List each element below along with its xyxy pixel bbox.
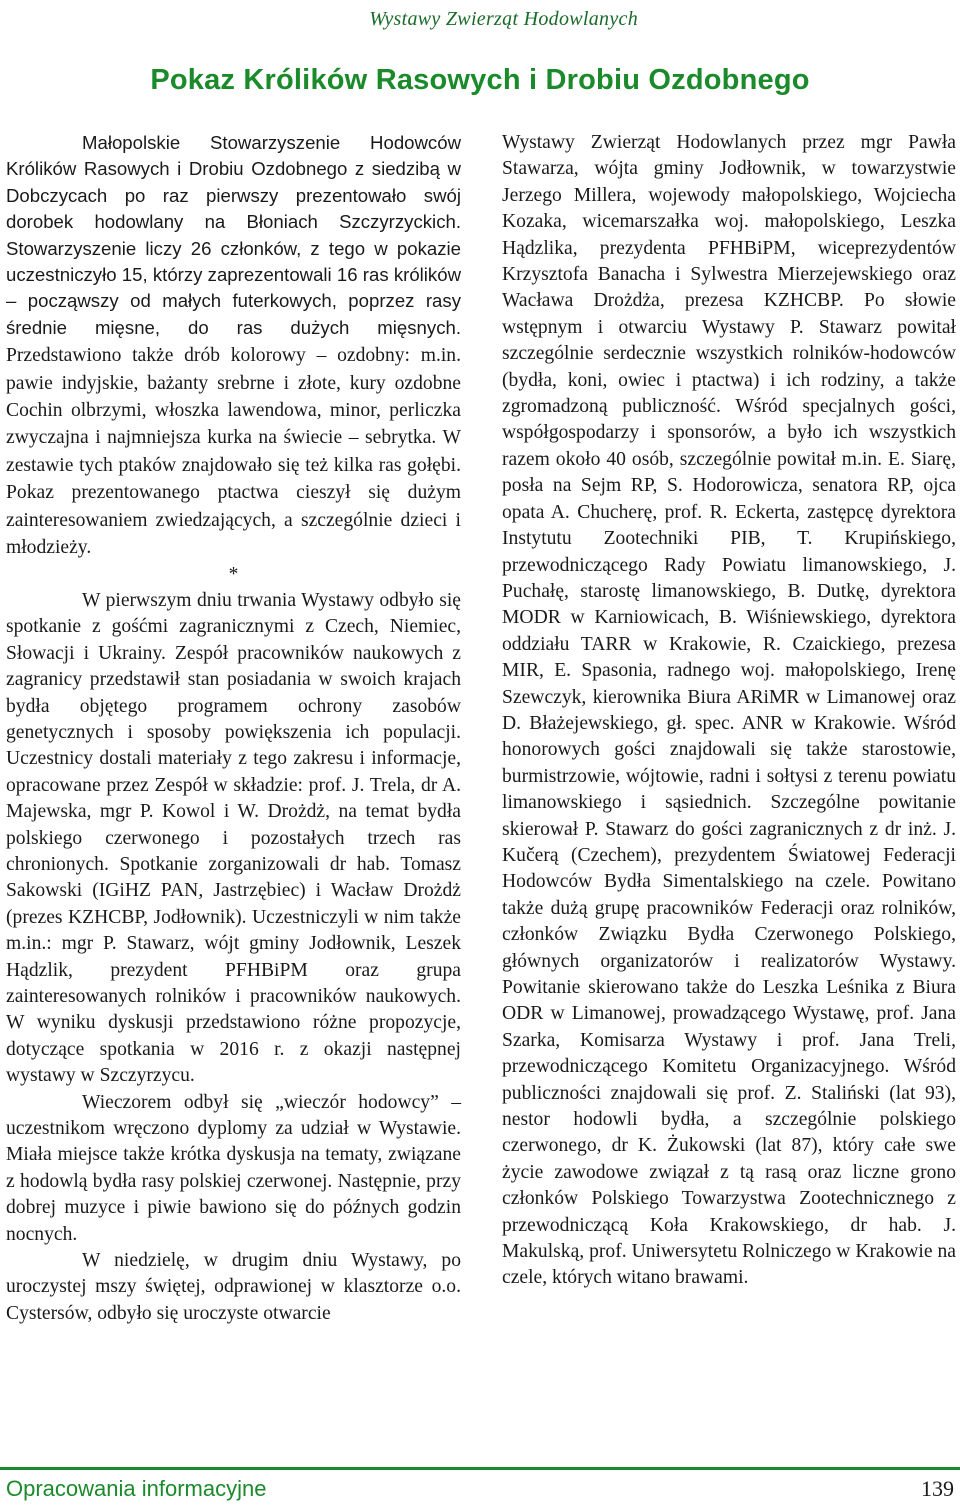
article-title: Pokaz Królików Rasowych i Drobiu Ozdobnego [150, 64, 810, 96]
running-header: Wystawy Zwierząt Hodowlanych [369, 8, 638, 30]
section-separator: * [228, 563, 239, 585]
paragraph-sunday: W niedzielę, w drugim dniu Wystawy, po uroczystej mszy świętej, odprawionej w klasztorze o.o. Cystersów, odbyło się uroczyste otwarcie [6, 1250, 461, 1324]
page-number: 139 [921, 1476, 954, 1501]
left-column [6, 130, 461, 1327]
paragraph-opening: Wystawy Zwierząt Hodowlanych przez mgr Pawła Stawarza, wójta gminy Jodłownik, w towarzystwie Jerzego Millera, wojewody małopolskiego, Wojciecha Kozaka, wicemarszałka woj. małopolskiego, Leszka Hądzlika, prezydenta PFHBiPM, wiceprezydentów Krzysztofa Banacha i Sylwestra Mierzejewskiego oraz Wacława Drożdża, prezesa KZHCBP. Po słowie wstępnym i otwarciu Wystawy P. Stawarz powitał szczególnie serdecznie wszystkich rolników-hodowców (bydła, koni, owiec i ptactwa) i ich rodziny, a także zgromadzoną publiczność. Wśród specjalnych gości, współgospodarzy i sponsorów, a było ich wszystkich razem około 40 osób, szczególnie powitał m.in. E. Siarę, posła na Sejm RP, S. Hodorowicza, senatora RP, ojca opata A. Chucherę, prof. R. Eckerta, zastępcę dyrektora Instytutu Zootechniki PIB, T. Krupińskiego, przewodniczącego Rady Powiatu limanowskiego, J. Puchałę, starostę limanowskiego, B. Dutkę, dyrektora MODR w Karniowicach, B. Wiśniewskiego, dyrektora oddziału TARR w Krakowie, R. Czaickiego, prezesa MIR, E. Spasonia, radnego woj. małopolskiego, Irenę Szewczyk, kierownika Biura ARiMR w Limanowej oraz D. Błażejewskiego, gł. spec. ANR w Krakowie. Wśród honorowych gości znajdowali się także starostowie, burmistrzowie, wójtowie, radni i sołtysi z terenu powiatu limanowskiego i sąsiednich. Szczególne powitanie skierował P. Stawarz do gości zagranicznych z dr inż. J. Kučerą (Czechem), prezydentem Światowej Federacji Hodowców Bydła Simentalskiego na czele. Powitano także dużą grupę pracowników Federacji oraz rolników, członków Związku Bydła Czerwonego Polskiego, głównych organizatorów i realizatorów Wystawy. Powitanie skierowano także do Leszka Leśnika z Biura ODR w Limanowej, prowadzącego Wystawę, prof. Jana Szarka, Komisarza Wystawy i prof. Jana Treli, przewodniczącego Komitetu Organizacyjnego. Wśród publiczności znajdowali się prof. Z. Staliński (lat 93), nestor hodowli bydła, a szczególnie polskiego czerwonego, dr K. Żukowski (lat 87), który całe swe życie zawodowe związał z tą rasą oraz liczne grono członków Polskiego Towarzystwa Zootechnicznego z przewodniczącą Koła Krakowskiego, dr hab. J. Makulską, prof. Uniwersytetu Rolniczego w Krakowie na czele, których witano brawami. [502, 132, 956, 1289]
paragraph-breeders-evening: Wieczorem odbył się „wieczór hodowcy” – uczestnikom wręczono dyplomy za udział w Wystawie. Miała miejsce także krótka dyskusja na tematy, związane z hodowlą bydła rasy polskiej czerwonej. Następnie, przy dobrej muzyce i piwie bawiono się do późnych godzin nocnych. [6, 1091, 461, 1245]
paragraph-rabbits-text: Małopolskie Stowarzyszenie Hodowców Królików Rasowych i Drobiu Ozdobnego z siedzibą w Dobczycach po raz pierwszy prezentowało swój dorobek hodowlany na Błoniach Szczyrzyckich. Stowarzyszenie liczy 26 członków, z tego w pokazie uczestniczyło 15, którzy zaprezentowali 16 ras królików – począwszy od małych futerkowych, poprzez rasy średnie mięsne, do ras dużych mięsnych. [6, 132, 461, 338]
paragraph-rabbits [6, 130, 461, 562]
footer-divider [0, 1467, 960, 1470]
footer-section-label: Opracowania informacyjne [6, 1476, 267, 1501]
right-column [502, 130, 956, 1292]
paragraph-foreign-guests: W pierwszym dniu trwania Wystawy odbyło się spotkanie z gośćmi zagranicznymi z Czech, Niemiec, Słowacji i Ukrainy. Zespół pracowników naukowych z zagranicy przedstawił stan posiadania w swoich krajach bydła objętego programem ochrony zasobów genetycznych i sposoby powiększenia ich populacji. Uczestnicy dostali materiały z tego zakresu i informacje, opracowane przez Zespół w składzie: prof. J. Trela, dr A. Majewska, mgr P. Kowol i W. Drożdż, na temat bydła polskiego czerwonego i pozostałych trzech ras chronionych. Spotkanie zorganizowali dr hab. Tomasz Sakowski (IGiHZ PAN, Jastrzębiec) i Wacław Drożdż (prezes KZHCBP, Jodłownik). Uczestniczyli w nim także m.in.: mgr P. Stawarz, wójt gminy Jodłownik, Leszek Hądzlik, prezydent PFHBiPM oraz grupa zainteresowanych rolników i pracowników naukowych. W wyniku dyskusji przedstawiono różne propozycje, dotyczące spotkania w 2016 r. z okazji następnej wystawy w Szczyrzycu. [6, 589, 461, 1087]
paragraph-poultry-text: Przedstawiono także drób kolorowy – ozdobny: m.in. pawie indyjskie, bażanty srebrne i złote, kury ozdobne Cochin olbrzymi, włoszka lawendowa, minor, perliczka zwyczajna i najmniejsza kurka na świecie – sebrytka. W zestawie tych ptaków znajdowało się też kilka ras gołębi. Pokaz prezentowanego ptactwa cieszył się dużym zainteresowaniem zwiedzających, a szczególnie dzieci i młodzieży. [6, 345, 461, 559]
